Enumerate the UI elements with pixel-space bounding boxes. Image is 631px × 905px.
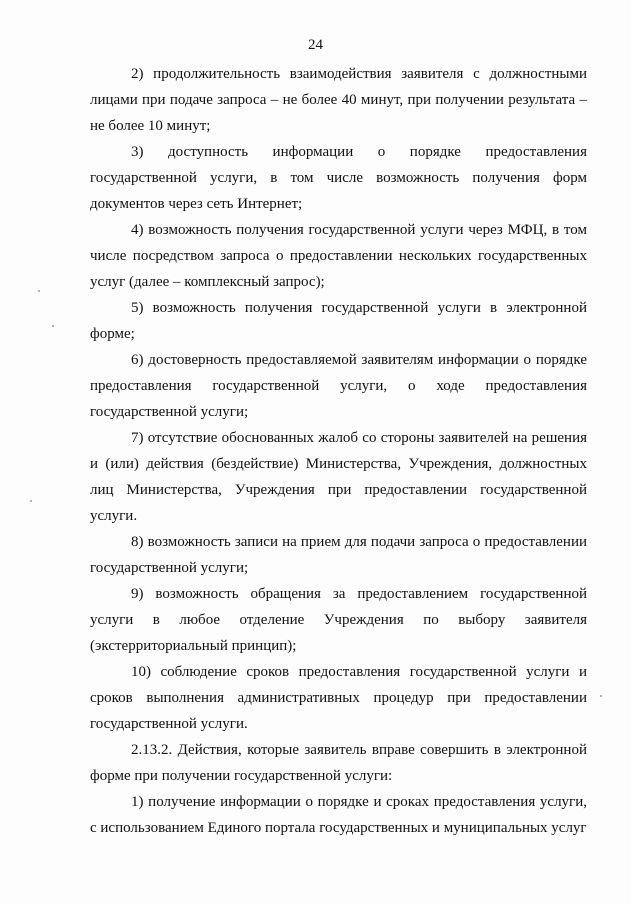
paragraph-item-2: 2) продолжительность взаимодействия заявителя с должностными лицами при подаче запроса – не более 40 минут, при получении результата – не более 10 минут;	[90, 66, 587, 134]
paragraph-item-4: 4) возможность получения государственной услуги через МФЦ, в том числе посредством запроса о предоставлении нескольких государственных услуг (далее – комплексный запрос);	[90, 222, 587, 290]
paragraph-2-13-2: 2.13.2. Действия, которые заявитель вправе совершить в электронной форме при получении государственной услуги:	[90, 742, 587, 784]
paragraph-item-7: 7) отсутствие обоснованных жалоб со стороны заявителей на решения и (или) действия (бездействие) Министерства, Учреждения, должностных лиц Министерства, Учреждения при предоставлении государственной услуги.	[90, 430, 587, 524]
paragraph-item-3: 3) доступность информации о порядке предоставления государственной услуги, в том числе возможность получения форм документов через сеть Интернет;	[90, 144, 587, 212]
page-number: 24	[308, 37, 323, 53]
paragraph-item-9: 9) возможность обращения за предоставлением государственной услуги в любое отделение Учреждения по выбору заявителя (экстерриториальный принцип);	[90, 586, 587, 654]
scan-speck	[52, 325, 54, 327]
scan-speck	[600, 695, 602, 697]
paragraph-action-1: 1) получение информации о порядке и сроках предоставления услуги, с использованием Единого портала государственных и муниципальных услуг	[90, 794, 587, 836]
paragraph-item-10: 10) соблюдение сроков предоставления государственной услуги и сроков выполнения административных процедур при предоставлении государственной услуги.	[90, 664, 587, 732]
paragraph-item-8: 8) возможность записи на прием для подачи запроса о предоставлении государственной услуги;	[90, 534, 587, 576]
paragraph-item-6: 6) достоверность предоставляемой заявителям информации о порядке предоставления государственной услуги, о ходе предоставления государственной услуги;	[90, 352, 587, 420]
scan-speck	[38, 290, 40, 292]
paragraph-item-5: 5) возможность получения государственной услуги в электронной форме;	[90, 300, 587, 342]
scan-speck	[30, 500, 32, 502]
